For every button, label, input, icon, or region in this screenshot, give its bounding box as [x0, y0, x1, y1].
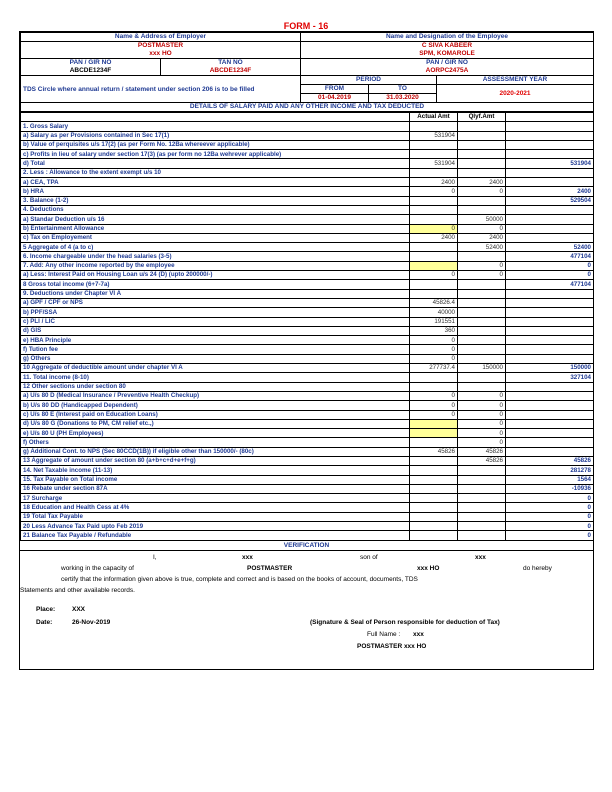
row-actual-amount	[410, 382, 458, 391]
row-total-amount	[506, 122, 594, 131]
row-total-amount: -10936	[506, 484, 594, 493]
row-label: a) Salary as per Provisions contained in Sec 17(1)	[21, 131, 410, 140]
row-total-amount: 1564	[506, 475, 594, 484]
row-label: c) U/s 80 E (Interest paid on Education Loans)	[21, 410, 410, 419]
row-qualified-amount: 150000	[458, 364, 506, 373]
employee-header: Name and Designation of the Employee	[301, 33, 594, 42]
table-row	[21, 429, 594, 438]
row-label: 17 Surcharge	[21, 494, 410, 503]
table-row	[21, 438, 594, 447]
table-row	[21, 298, 594, 307]
row-total-amount: 531904	[506, 159, 594, 168]
row-actual-amount	[410, 466, 458, 475]
row-actual-amount	[410, 503, 458, 512]
row-qualified-amount: 0	[458, 187, 506, 196]
row-qualified-amount	[458, 140, 506, 149]
employee-pan-label: PAN / GIR NO	[301, 59, 594, 68]
table-row	[21, 252, 594, 261]
row-label: 2. Less : Allowance to the extent exempt u/s 10	[21, 168, 410, 177]
row-total-amount: 52400	[506, 243, 594, 252]
row-label: 1. Gross Salary	[21, 122, 410, 131]
table-row	[21, 382, 594, 391]
row-total-amount	[506, 382, 594, 391]
table-row	[21, 466, 594, 475]
table-row	[21, 150, 594, 159]
row-label: a) GPF / CPF or NPS	[21, 298, 410, 307]
table-row	[21, 531, 594, 540]
table-row	[21, 308, 594, 317]
row-total-amount	[506, 429, 594, 438]
row-total-amount	[506, 205, 594, 214]
row-actual-amount	[410, 494, 458, 503]
table-row	[21, 326, 594, 335]
form-16-document	[19, 31, 594, 670]
row-actual-amount	[410, 243, 458, 252]
table-row	[21, 159, 594, 168]
row-total-amount: 327104	[506, 373, 594, 382]
header-table	[20, 32, 594, 112]
row-total-amount: 0	[506, 503, 594, 512]
row-total-amount: 529504	[506, 196, 594, 205]
row-total-amount	[506, 326, 594, 335]
row-qualified-amount	[458, 131, 506, 140]
row-actual-amount	[410, 522, 458, 531]
verification-hereby: do hereby	[523, 564, 552, 572]
period-to-label: TO	[369, 85, 437, 94]
row-actual-amount: 0	[410, 354, 458, 363]
row-label: b) PPF/SSA	[21, 308, 410, 317]
row-total-amount	[506, 336, 594, 345]
row-qualified-amount: 45826	[458, 447, 506, 456]
row-qualified-amount	[458, 503, 506, 512]
row-actual-amount	[410, 168, 458, 177]
row-qualified-amount	[458, 252, 506, 261]
row-label: 7. Add: Any other income reported by the employee	[21, 261, 410, 270]
row-total-amount	[506, 438, 594, 447]
table-row	[21, 512, 594, 521]
row-total-amount: 0	[506, 512, 594, 521]
row-total-amount	[506, 391, 594, 400]
table-row	[21, 336, 594, 345]
row-label: b) U/s 80 DD (Handicapped Dependent)	[21, 401, 410, 410]
row-label: d) Total	[21, 159, 410, 168]
verification-certify-line2: Statements and other available records.	[20, 586, 135, 594]
table-row	[21, 345, 594, 354]
row-qualified-amount: 0	[458, 261, 506, 270]
assessment-year: 2020-2021	[437, 85, 594, 103]
row-actual-amount	[410, 531, 458, 540]
row-total-amount: 0	[506, 271, 594, 280]
form-title: FORM - 16	[283, 21, 329, 31]
table-row	[21, 401, 594, 410]
row-actual-amount: 531904	[410, 131, 458, 140]
row-actual-amount	[410, 456, 458, 465]
row-label: f) Others	[21, 438, 410, 447]
row-qualified-amount	[458, 280, 506, 289]
row-actual-amount	[410, 484, 458, 493]
table-row	[21, 271, 594, 280]
row-qualified-amount	[458, 475, 506, 484]
table-row	[21, 140, 594, 149]
row-total-amount: 45826	[506, 456, 594, 465]
table-row	[21, 354, 594, 363]
row-qualified-amount	[458, 531, 506, 540]
row-actual-amount	[410, 196, 458, 205]
employer-pan-label: PAN / GIR NO	[21, 59, 161, 68]
col-header-actual: Actual Amt	[410, 113, 458, 122]
row-label: a) Less: Interest Paid on Housing Loan u/s 24 (D) (upto 200000/-)	[21, 271, 410, 280]
row-total-amount	[506, 150, 594, 159]
row-qualified-amount	[458, 289, 506, 298]
row-actual-amount: 45826	[410, 447, 458, 456]
row-total-amount	[506, 215, 594, 224]
employer-pan: ABCDE1234F	[21, 67, 161, 76]
period-to: 31.03.2020	[369, 94, 437, 103]
row-label: 4. Deductions	[21, 205, 410, 214]
table-row	[21, 373, 594, 382]
row-qualified-amount	[458, 159, 506, 168]
row-qualified-amount	[458, 512, 506, 521]
row-qualified-amount: 0	[458, 401, 506, 410]
row-label: 12 Other sections under section 80	[21, 382, 410, 391]
row-qualified-amount: 0	[458, 429, 506, 438]
row-qualified-amount	[458, 205, 506, 214]
row-actual-amount: 45826.4	[410, 298, 458, 307]
employer-header: Name & Address of Employer	[21, 33, 301, 42]
verification-name: xxx	[242, 553, 253, 561]
verification-section	[20, 551, 593, 669]
tan-label: TAN NO	[161, 59, 301, 68]
row-actual-amount	[410, 252, 458, 261]
table-row	[21, 447, 594, 456]
row-qualified-amount	[458, 298, 506, 307]
row-qualified-amount	[458, 466, 506, 475]
row-total-amount: 0	[506, 494, 594, 503]
table-row	[21, 289, 594, 298]
table-row	[21, 178, 594, 187]
row-label: 9. Deductions under Chapter VI A	[21, 289, 410, 298]
date-label: Date:	[36, 618, 53, 626]
row-label: f) Tution fee	[21, 345, 410, 354]
row-label: a) Standar Deduction u/s 16	[21, 215, 410, 224]
row-actual-amount	[410, 122, 458, 131]
row-actual-amount	[410, 280, 458, 289]
table-row	[21, 456, 594, 465]
verification-capacity: POSTMASTER	[247, 564, 293, 572]
row-label: 14. Net Taxable income (11-13)	[21, 466, 410, 475]
row-label: c) Profits in lieu of salary under section 17(3) (as per form no 12Ba wehrever applicable)	[21, 150, 410, 159]
row-label: d) GIS	[21, 326, 410, 335]
row-total-amount	[506, 168, 594, 177]
row-qualified-amount	[458, 494, 506, 503]
row-label: e) U/s 80 U (PH Employees)	[21, 429, 410, 438]
row-actual-amount: 2400	[410, 178, 458, 187]
table-row	[21, 410, 594, 419]
row-qualified-amount: 45826	[458, 456, 506, 465]
row-actual-amount	[410, 512, 458, 521]
table-row	[21, 391, 594, 400]
row-actual-amount	[410, 373, 458, 382]
row-label: c) Tax on Employement	[21, 233, 410, 242]
row-total-amount: 0	[506, 522, 594, 531]
row-total-amount	[506, 224, 594, 233]
details-header: DETAILS OF SALARY PAID AND ANY OTHER INCOME AND TAX DEDUCTED	[21, 103, 594, 112]
row-label: 16 Rebate under section 87A	[21, 484, 410, 493]
table-row	[21, 280, 594, 289]
employer-name: POSTMASTER	[21, 42, 301, 51]
row-label: d) U/s 80 G (Donations to PM, CM relief etc.,)	[21, 419, 410, 428]
row-label: b) Value of perquisites u/s 17(2) (as per Form No. 12Ba whereever applicable)	[21, 140, 410, 149]
employee-pan: AORPC2475A	[301, 67, 594, 76]
table-row	[21, 364, 594, 373]
verification-father-name: xxx	[475, 553, 486, 561]
place-label: Place:	[36, 605, 56, 613]
row-actual-amount: 40000	[410, 308, 458, 317]
row-total-amount: 150000	[506, 364, 594, 373]
row-label: 5 Aggregate of 4 (a to c)	[21, 243, 410, 252]
table-row	[21, 522, 594, 531]
row-actual-amount	[410, 140, 458, 149]
row-label: 18 Education and Health Cess at 4%	[21, 503, 410, 512]
row-qualified-amount: 2400	[458, 178, 506, 187]
row-qualified-amount	[458, 196, 506, 205]
row-label: a) CEA, TPA	[21, 178, 410, 187]
row-qualified-amount: 52400	[458, 243, 506, 252]
table-row	[21, 187, 594, 196]
row-actual-amount: 360	[410, 326, 458, 335]
row-total-amount	[506, 401, 594, 410]
row-actual-amount	[410, 429, 458, 438]
row-actual-amount: 2400	[410, 233, 458, 242]
verification-certify-line1: certify that the information given above is true, complete and correct and is based on the books of account, documents, TDS	[61, 575, 418, 583]
row-qualified-amount: 50000	[458, 215, 506, 224]
row-qualified-amount	[458, 373, 506, 382]
row-actual-amount: 0	[410, 187, 458, 196]
col-header-description	[21, 113, 410, 122]
table-row	[21, 317, 594, 326]
row-qualified-amount: 2400	[458, 233, 506, 242]
row-total-amount	[506, 298, 594, 307]
row-qualified-amount	[458, 168, 506, 177]
place-value: XXX	[72, 605, 86, 613]
row-label: 20 Less Advance Tax Paid upto Feb 2019	[21, 522, 410, 531]
row-actual-amount	[410, 205, 458, 214]
row-label: 10 Aggregate of deductible amount under chapter VI A	[21, 364, 410, 373]
table-row	[21, 419, 594, 428]
row-total-amount: 477104	[506, 280, 594, 289]
row-total-amount	[506, 317, 594, 326]
row-total-amount	[506, 308, 594, 317]
row-label: c) PLI / LIC	[21, 317, 410, 326]
period-from: 01-04.2019	[301, 94, 369, 103]
row-actual-amount	[410, 261, 458, 270]
verification-son-of-label: son of	[360, 553, 378, 561]
row-actual-amount	[410, 475, 458, 484]
table-row	[21, 215, 594, 224]
assessment-year-label: ASSESSMENT YEAR	[437, 76, 594, 85]
table-row	[21, 494, 594, 503]
row-actual-amount: 0	[410, 410, 458, 419]
table-row	[21, 243, 594, 252]
row-actual-amount: 277737.4	[410, 364, 458, 373]
row-total-amount	[506, 131, 594, 140]
table-row	[21, 205, 594, 214]
row-actual-amount: 0	[410, 224, 458, 233]
tds-circle-label: TDS Circle where annual return / statement under section 206 is to be filled	[21, 76, 301, 103]
row-qualified-amount: 0	[458, 419, 506, 428]
row-label: 15. Tax Payable on Total income	[21, 475, 410, 484]
row-actual-amount: 0	[410, 336, 458, 345]
row-actual-amount: 0	[410, 345, 458, 354]
row-qualified-amount: 0	[458, 391, 506, 400]
row-qualified-amount: 0	[458, 410, 506, 419]
employee-name: C SIVA KABEER	[301, 42, 594, 51]
table-row	[21, 475, 594, 484]
table-row	[21, 503, 594, 512]
row-label: 3. Balance (1-2)	[21, 196, 410, 205]
signatory-office: POSTMASTER xxx HO	[357, 642, 427, 650]
tan-number: ABCDE1234F	[161, 67, 301, 76]
full-name-label: Full Name :	[367, 630, 401, 638]
row-qualified-amount: 0	[458, 224, 506, 233]
col-header-qualified: Qlyf.Amt	[458, 113, 506, 122]
table-row	[21, 168, 594, 177]
row-total-amount	[506, 178, 594, 187]
row-actual-amount	[410, 419, 458, 428]
row-label: g) Others	[21, 354, 410, 363]
row-qualified-amount: 0	[458, 438, 506, 447]
table-row	[21, 131, 594, 140]
row-qualified-amount	[458, 122, 506, 131]
period-from-label: FROM	[301, 85, 369, 94]
row-label: 13 Aggregate of amount under section 80 (a+b+c+d+e+f+g)	[21, 456, 410, 465]
row-total-amount	[506, 354, 594, 363]
row-total-amount	[506, 140, 594, 149]
row-qualified-amount	[458, 317, 506, 326]
table-row	[21, 261, 594, 270]
row-qualified-amount	[458, 484, 506, 493]
row-qualified-amount: 0	[458, 271, 506, 280]
row-actual-amount: 0	[410, 401, 458, 410]
verification-title: VERIFICATION	[20, 541, 593, 551]
row-actual-amount	[410, 215, 458, 224]
row-actual-amount	[410, 438, 458, 447]
row-qualified-amount	[458, 308, 506, 317]
row-total-amount	[506, 345, 594, 354]
row-label: e) HBA Principle	[21, 336, 410, 345]
row-qualified-amount	[458, 150, 506, 159]
col-header-total	[506, 113, 594, 122]
row-total-amount: 281278	[506, 466, 594, 475]
table-row	[21, 233, 594, 242]
row-total-amount: 0	[506, 531, 594, 540]
row-label: 21 Balance Tax Payable / Refundable	[21, 531, 410, 540]
row-label: a) U/s 80 D (Medical Insurance / Preventive Health Checkup)	[21, 391, 410, 400]
row-actual-amount	[410, 289, 458, 298]
table-row	[21, 122, 594, 131]
row-actual-amount: 0	[410, 271, 458, 280]
employee-designation: SPM, KOMAROLE	[301, 50, 594, 59]
row-total-amount	[506, 410, 594, 419]
signature-label: (Signature & Seal of Person responsible for deduction of Tax)	[310, 618, 500, 626]
full-name-value: xxx	[413, 630, 424, 638]
row-total-amount	[506, 289, 594, 298]
row-label: 19 Total Tax Payable	[21, 512, 410, 521]
row-actual-amount: 191551	[410, 317, 458, 326]
row-label: 6. Income chargeable under the head salaries (3-5)	[21, 252, 410, 261]
verification-working-label: working in the capacity of	[61, 564, 134, 572]
row-total-amount: 477104	[506, 252, 594, 261]
row-total-amount: 0	[506, 261, 594, 270]
row-label: g) Additional Cont. to NPS (Sec 80CCD(1B)) if eligible other than 150000/- (80c)	[21, 447, 410, 456]
row-label: 11. Total income (8-10)	[21, 373, 410, 382]
row-qualified-amount	[458, 354, 506, 363]
row-qualified-amount	[458, 382, 506, 391]
date-value: 26-Nov-2019	[72, 618, 111, 626]
salary-details-table	[20, 112, 594, 541]
row-qualified-amount	[458, 326, 506, 335]
row-label: b) Entertainment Allowance	[21, 224, 410, 233]
table-row	[21, 484, 594, 493]
row-total-amount	[506, 419, 594, 428]
verification-i-label: I,	[153, 553, 157, 561]
row-actual-amount: 531904	[410, 159, 458, 168]
row-label: b) HRA	[21, 187, 410, 196]
row-qualified-amount	[458, 345, 506, 354]
table-row	[21, 224, 594, 233]
row-total-amount: 2400	[506, 187, 594, 196]
row-qualified-amount	[458, 522, 506, 531]
row-actual-amount	[410, 150, 458, 159]
row-total-amount	[506, 233, 594, 242]
row-actual-amount: 0	[410, 391, 458, 400]
row-label: 8 Gross total income (6+7-7a)	[21, 280, 410, 289]
row-qualified-amount	[458, 336, 506, 345]
period-label: PERIOD	[301, 76, 437, 85]
table-row	[21, 196, 594, 205]
employer-address: xxx HO	[21, 50, 301, 59]
verification-office: xxx HO	[417, 564, 440, 572]
row-total-amount	[506, 447, 594, 456]
